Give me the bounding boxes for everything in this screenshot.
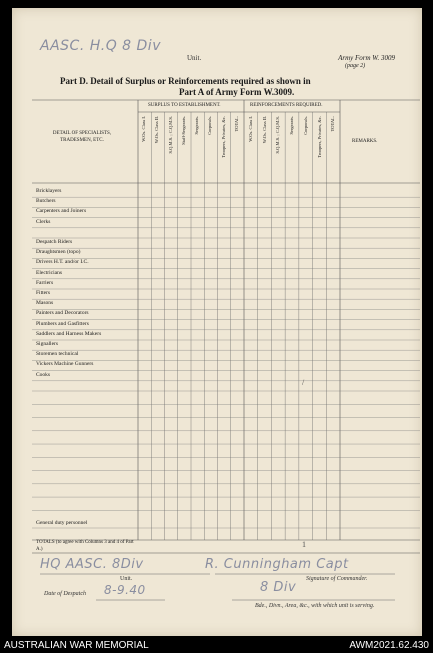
row-label: Painters and Decorators bbox=[36, 310, 89, 317]
date-handwritten: 8-9.40 bbox=[104, 583, 146, 597]
bde-label: Bde., Divn., Area, &c., with which unit is serving. bbox=[255, 603, 375, 609]
row-label: Vickers Machine Gunners bbox=[36, 361, 94, 368]
row-label: Signallers bbox=[36, 341, 58, 347]
row-label: Electricians bbox=[36, 269, 62, 276]
cooks-mark: / bbox=[302, 378, 305, 387]
surplus-col-header: Sergeants. bbox=[194, 116, 199, 135]
row-label: Storemen technical bbox=[36, 351, 79, 358]
totals-mark: 1 bbox=[302, 540, 306, 549]
unit-handwritten-bottom: HQ AASC. 8Div bbox=[40, 557, 144, 572]
reinforcement-col-header: TOTAL. bbox=[330, 116, 336, 132]
general-duty-label: General duty personnel bbox=[36, 520, 88, 526]
signature-label: Signature of Commander. bbox=[306, 576, 368, 582]
row-label: Masons bbox=[36, 300, 54, 307]
archive-id: AWM2021.62.430 bbox=[349, 640, 429, 651]
row-label: Carpenters and Joiners bbox=[36, 208, 87, 215]
row-label: Bricklayers bbox=[36, 188, 62, 194]
surplus-heading: SURPLUS TO ESTABLISHMENT. bbox=[148, 103, 221, 108]
archive-name: AUSTRALIAN WAR MEMORIAL bbox=[4, 640, 149, 651]
detail-heading: DETAIL OF SPECIALISTS, TRADESMEN, ETC. bbox=[52, 131, 112, 143]
surplus-col-header: S.Q.M.S. ; C.Q.M.S. bbox=[167, 116, 173, 154]
row-label: Fitters bbox=[36, 290, 51, 296]
reinforcement-col-header: Corporals. bbox=[302, 116, 308, 135]
row-label: Butchers bbox=[36, 198, 56, 205]
page-note: (page 2) bbox=[345, 63, 366, 69]
row-label: Cooks bbox=[36, 371, 51, 378]
reinforcement-col-header: W.Os. Class II. bbox=[261, 116, 267, 144]
row-label: Draughtsmen (topo) bbox=[36, 249, 81, 256]
reinforcement-col-header: W.Os. Class I. bbox=[248, 116, 253, 142]
totals-label: TOTALS (to agree with Columns 3 and 4 of Part A.) bbox=[36, 540, 134, 552]
date-of-despatch-label: Date of Despatch bbox=[44, 591, 86, 597]
surplus-col-header: Troopers, Privates, &c. bbox=[220, 116, 226, 158]
form-title-line2: Part A of Army Form W.3009. bbox=[179, 87, 295, 97]
reinforcements-heading: REINFORCEMENTS REQUIRED. bbox=[250, 103, 323, 108]
surplus-col-header: W.Os. Class I. bbox=[141, 116, 146, 142]
row-label: Clerks bbox=[36, 218, 51, 225]
unit-label: Unit. bbox=[187, 54, 202, 62]
surplus-col-header: W.Os. Class II. bbox=[154, 116, 160, 144]
archive-footer bbox=[0, 638, 433, 653]
reinforcement-col-header: Troopers, Privates, &c. bbox=[316, 116, 322, 158]
reinforcement-col-header: Sergeants. bbox=[289, 116, 295, 135]
unit-bottom-label: Unit. bbox=[120, 576, 133, 582]
unit-handwritten: AASC. H.Q 8 Div bbox=[40, 38, 161, 54]
row-label: Saddlers and Harness Makers bbox=[36, 330, 102, 337]
row-label: Despatch Riders bbox=[36, 239, 73, 245]
row-label: Farriers bbox=[36, 279, 54, 286]
row-label: Drivers H.T. and/or I.C. bbox=[36, 259, 89, 266]
row-label: Plumbers and Gasfitters bbox=[36, 320, 89, 327]
surplus-col-header: Staff-Sergeants. bbox=[180, 116, 186, 145]
division-handwritten: 8 Div bbox=[260, 580, 297, 595]
surplus-col-header: Corporals. bbox=[207, 116, 213, 135]
surplus-col-header: TOTAL. bbox=[233, 116, 239, 132]
form-title-line1: Part D. Detail of Surplus or Reinforcements required as shown in bbox=[60, 76, 311, 86]
reinforcement-col-header: S.Q.M.S. ; C.Q.M.S. bbox=[275, 116, 281, 154]
army-form-number: Army Form W. 3009 bbox=[338, 54, 395, 62]
remarks-heading: REMARKS. bbox=[352, 139, 378, 144]
signature-handwritten: R. Cunningham Capt bbox=[205, 557, 349, 572]
